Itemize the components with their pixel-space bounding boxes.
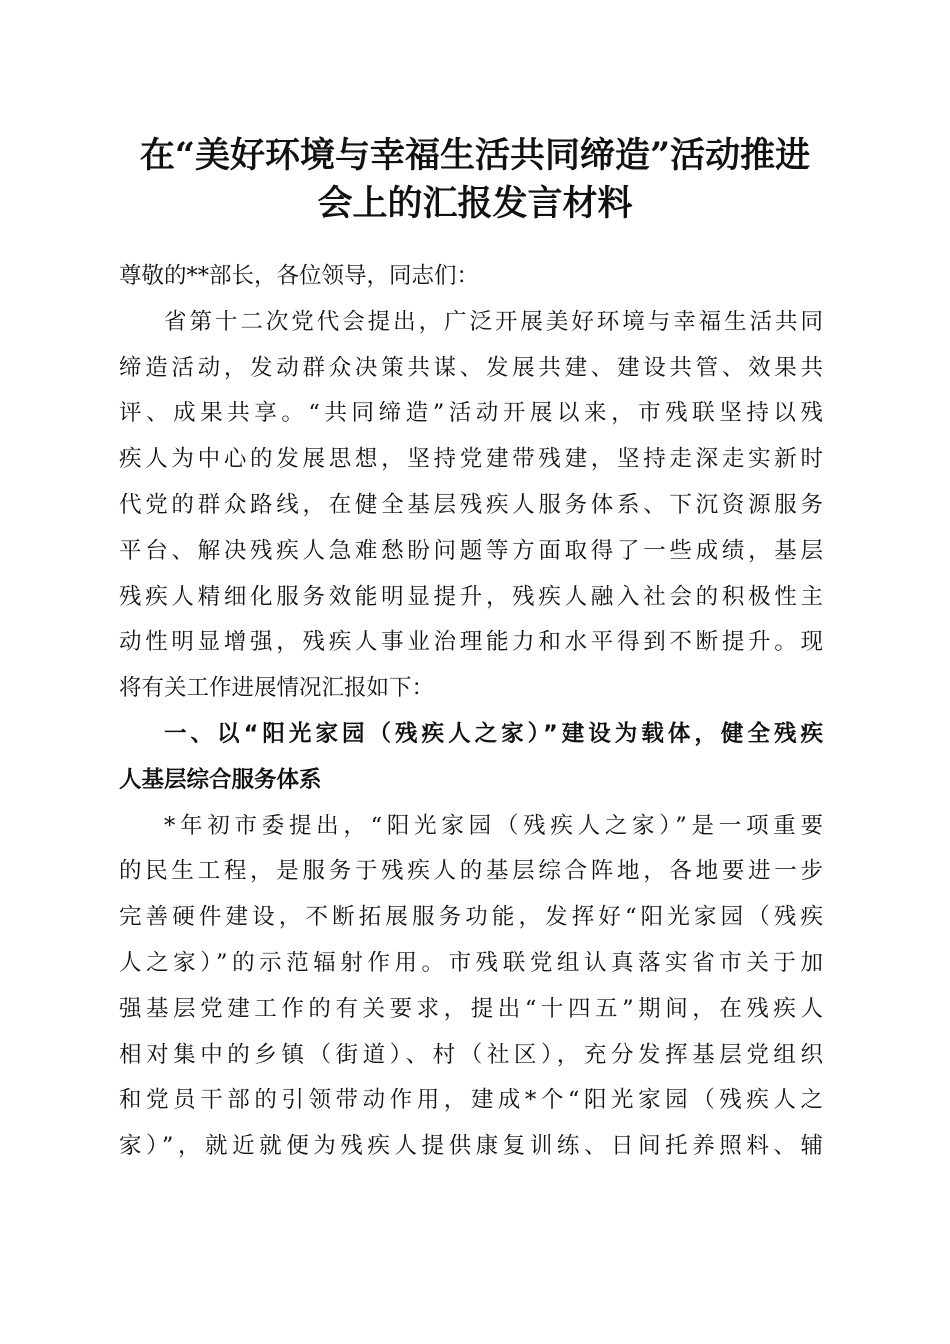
paragraph-line: 人之家）”的示范辐射作用。市残联党组认真落实省市关于加	[119, 949, 823, 976]
title-line-1: 在“美好环境与幸福生活共同缔造”活动推进	[139, 135, 811, 176]
paragraph-line: 将有关工作进展情况汇报如下：	[119, 675, 435, 702]
paragraph-line: *年初市委提出，“阳光家园（残疾人之家）”是一项重要	[164, 812, 823, 839]
paragraph-line: 残疾人精细化服务效能明显提升，残疾人融入社会的积极性主	[119, 583, 823, 610]
heading-line: 一、以“阳光家园（残疾人之家）”建设为载体，健全残疾	[164, 720, 823, 747]
paragraph-line: 相对集中的乡镇（街道）、村（社区），充分发挥基层党组织	[119, 1041, 823, 1068]
paragraph-line: 完善硬件建设，不断拓展服务功能，发挥好“阳光家园（残疾	[119, 904, 823, 931]
paragraph-line: 平台、解决残疾人急难愁盼问题等方面取得了一些成绩，基层	[119, 537, 823, 564]
paragraph-line: 动性明显增强，残疾人事业治理能力和水平得到不断提升。现	[119, 629, 823, 656]
paragraph-2	[119, 804, 823, 1170]
paragraph-line: 评、成果共享。“共同缔造”活动开展以来，市残联坚持以残	[119, 400, 823, 427]
heading-line: 人基层综合服务体系	[119, 766, 322, 793]
paragraph-line: 和党员干部的引领带动作用，建成*个“阳光家园（残疾人之	[119, 1087, 823, 1114]
document-title	[110, 132, 840, 228]
section-heading-1	[119, 712, 823, 804]
paragraph-line: 疾人为中心的发展思想，坚持党建带残建，坚持走深走实新时	[119, 446, 823, 473]
paragraph-line: 缔造活动，发动群众决策共谋、发展共建、建设共管、效果共	[119, 354, 823, 381]
paragraph-line: 的民生工程，是服务于残疾人的基层综合阵地，各地要进一步	[119, 858, 823, 885]
paragraph-1	[119, 300, 823, 712]
salutation: 尊敬的**部长，各位领导，同志们：	[119, 263, 480, 289]
paragraph-line: 家）”，就近就便为残疾人提供康复训练、日间托养照料、辅	[119, 1133, 823, 1160]
title-line-2: 会上的汇报发言材料	[317, 183, 633, 224]
paragraph-line: 代党的群众路线，在健全基层残疾人服务体系、下沉资源服务	[119, 491, 823, 518]
paragraph-line: 省第十二次党代会提出，广泛开展美好环境与幸福生活共同	[164, 308, 823, 335]
document-body	[119, 254, 823, 1170]
paragraph-line: 强基层党建工作的有关要求，提出“十四五”期间，在残疾人	[119, 995, 823, 1022]
